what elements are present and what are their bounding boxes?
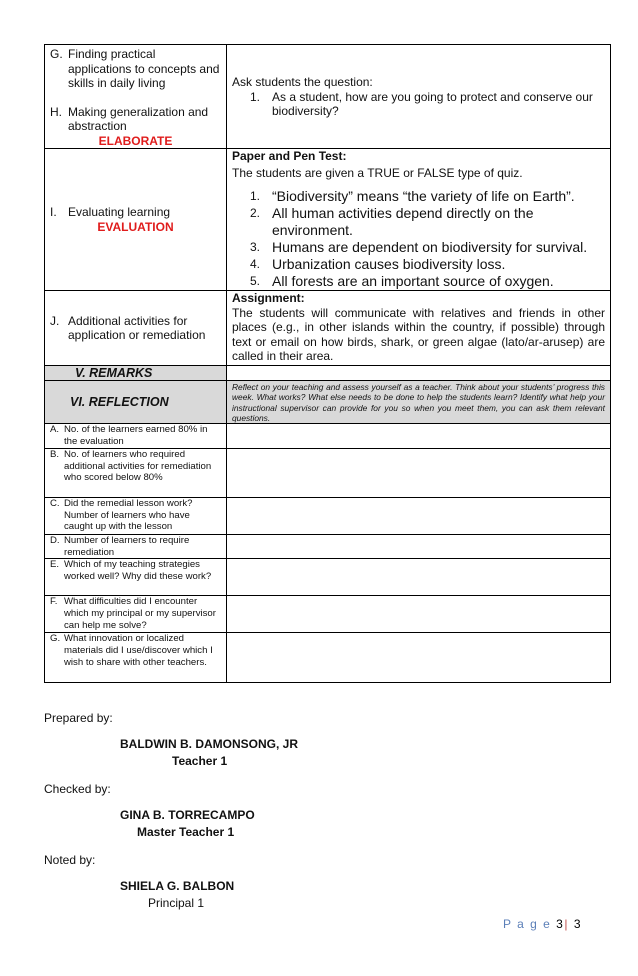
- reflection-item-answer[interactable]: [227, 633, 611, 683]
- quiz-item-num: 1.: [250, 189, 261, 203]
- reflection-row: [45, 424, 611, 449]
- reflection-item-answer[interactable]: [227, 498, 611, 535]
- reflection-item-letter: F.: [50, 596, 58, 608]
- reflection-row: [45, 596, 611, 633]
- reflection-item-answer[interactable]: [227, 559, 611, 596]
- item-h-label: Making generalization and abstraction: [68, 104, 209, 133]
- reflection-item-label: [45, 449, 227, 498]
- page-total: 3: [573, 917, 582, 931]
- elaborate-tag: ELABORATE: [98, 133, 173, 148]
- row-remarks: [45, 366, 611, 381]
- quiz-item-text: All forests are an important source of oxygen.: [272, 273, 554, 289]
- assignment-title: Assignment:: [232, 291, 305, 305]
- item-j-label: Additional activities for application or remediation: [68, 313, 206, 342]
- quiz-item: [232, 205, 605, 239]
- item-i-letter: I.: [50, 205, 57, 219]
- reflection-item-label: [45, 633, 227, 683]
- reflection-item-letter: B.: [50, 449, 60, 461]
- gh-question: [232, 90, 605, 119]
- reflection-item-text: Number of learners to require remediation: [64, 535, 190, 558]
- row-reflection: [45, 381, 611, 424]
- reflection-item-letter: D.: [50, 535, 60, 547]
- prepared-name: BALDWIN B. DAMONSONG, JR: [120, 737, 298, 751]
- gh-question-num: 1.: [250, 89, 261, 104]
- reflection-item-text: Did the remedial lesson work? Number of learners who have caught up with the lesson: [64, 498, 193, 533]
- prepared-title: Teacher 1: [172, 754, 228, 768]
- reflection-item-text: No. of learners who required additional activities for remediation who scored below 80%: [64, 449, 212, 484]
- noted-title: Principal 1: [148, 896, 205, 910]
- item-g-label: Finding practical applications to concepts and skills in daily living: [68, 47, 220, 90]
- reflection-item-text: What difficulties did I encounter which my principal or my supervisor can help me solve?: [64, 596, 216, 631]
- quiz-item: [232, 239, 605, 256]
- cell-j-content: [227, 291, 611, 366]
- quiz-item-num: 3.: [250, 240, 261, 254]
- quiz-item: [232, 188, 605, 205]
- quiz-item: [232, 273, 605, 290]
- gh-intro: Ask students the question:: [232, 75, 373, 89]
- reflection-item-letter: G.: [50, 633, 61, 645]
- reflection-item-text: What innovation or localized materials did I use/discover which I wish to share with other teachers.: [64, 633, 213, 668]
- remarks-content: [227, 366, 611, 381]
- checked-title: Master Teacher 1: [137, 825, 235, 839]
- reflection-item-letter: A.: [50, 424, 60, 436]
- remarks-heading: V. REMARKS: [45, 366, 227, 381]
- reflection-item-text: Which of my teaching strategies worked well? Why did these work?: [64, 559, 212, 582]
- item-j: [50, 314, 221, 343]
- item-g-letter: G.: [50, 47, 63, 61]
- lesson-plan-table: [44, 44, 611, 683]
- quiz-intro: The students are given a TRUE or FALSE type of quiz.: [232, 165, 523, 180]
- item-i: [50, 205, 221, 220]
- item-h: [50, 105, 221, 134]
- quiz-item-num: 2.: [250, 206, 261, 220]
- cell-i-label: [45, 149, 227, 291]
- reflection-item-answer[interactable]: [227, 535, 611, 559]
- reflection-item-letter: C.: [50, 498, 60, 510]
- page-word: P a g e: [503, 917, 552, 931]
- row-gh: [45, 45, 611, 149]
- reflection-item-label: [45, 424, 227, 449]
- reflection-heading: VI. REFLECTION: [45, 381, 227, 424]
- reflection-item-answer[interactable]: [227, 424, 611, 449]
- reflection-row: [45, 633, 611, 683]
- reflection-item-label: [45, 535, 227, 559]
- checked-name: GINA B. TORRECAMPO: [120, 808, 255, 822]
- item-i-label: Evaluating learning: [68, 205, 171, 219]
- reflection-row: [45, 559, 611, 596]
- reflection-item-answer[interactable]: [227, 449, 611, 498]
- cell-j-label: [45, 291, 227, 366]
- row-i: [45, 149, 611, 291]
- quiz-item: [232, 256, 605, 273]
- quiz-list: [232, 188, 605, 290]
- assignment-text: The students will communicate with relatives and friends in other places (e.g., in other islands within the country, if possible) through text or email on how birds, shark, or green algae (lato/ar-arusep) are called in their area.: [232, 305, 605, 363]
- row-j: [45, 291, 611, 366]
- item-g: [50, 47, 221, 91]
- noted-name: SHIELA G. BALBON: [120, 879, 235, 893]
- page-number: [503, 917, 582, 931]
- cell-gh-content: [227, 45, 611, 149]
- page-current: 3: [556, 917, 565, 931]
- noted-label: Noted by:: [44, 853, 96, 867]
- page-separator-icon: |: [564, 917, 569, 931]
- reflection-row: [45, 498, 611, 535]
- prepared-label: Prepared by:: [44, 711, 113, 725]
- gh-question-text: As a student, how are you going to protect and conserve our biodiversity?: [272, 89, 593, 118]
- reflection-item-label: [45, 498, 227, 535]
- reflection-item-label: [45, 559, 227, 596]
- item-j-letter: J.: [50, 313, 60, 328]
- quiz-item-num: 5.: [250, 274, 261, 288]
- reflection-instructions: Reflect on your teaching and assess yourself as a teacher. Think about your students’ progress this week. What works? What else needs to be done to help the students learn? Identify what help your instructional supervisor can provide for you so when you meet them, you can ask them relevant questions.: [227, 381, 611, 424]
- reflection-row: [45, 449, 611, 498]
- quiz-item-text: Urbanization causes biodiversity loss.: [272, 256, 506, 272]
- item-h-letter: H.: [50, 104, 62, 119]
- reflection-row: [45, 535, 611, 559]
- evaluation-tag: EVALUATION: [97, 219, 174, 234]
- quiz-item-num: 4.: [250, 257, 261, 271]
- reflection-item-text: No. of the learners earned 80% in the evaluation: [64, 424, 208, 447]
- checked-label: Checked by:: [44, 782, 111, 796]
- cell-gh-label: [45, 45, 227, 149]
- quiz-item-text: All human activities depend directly on the environment.: [272, 205, 534, 238]
- quiz-item-text: Humans are dependent on biodiversity for survival.: [272, 239, 588, 255]
- quiz-item-text: “Biodiversity” means “the variety of life on Earth”.: [272, 188, 575, 204]
- quiz-title: Paper and Pen Test:: [232, 149, 347, 163]
- cell-i-content: [227, 149, 611, 291]
- reflection-item-answer[interactable]: [227, 596, 611, 633]
- reflection-item-label: [45, 596, 227, 633]
- reflection-item-letter: E.: [50, 559, 60, 571]
